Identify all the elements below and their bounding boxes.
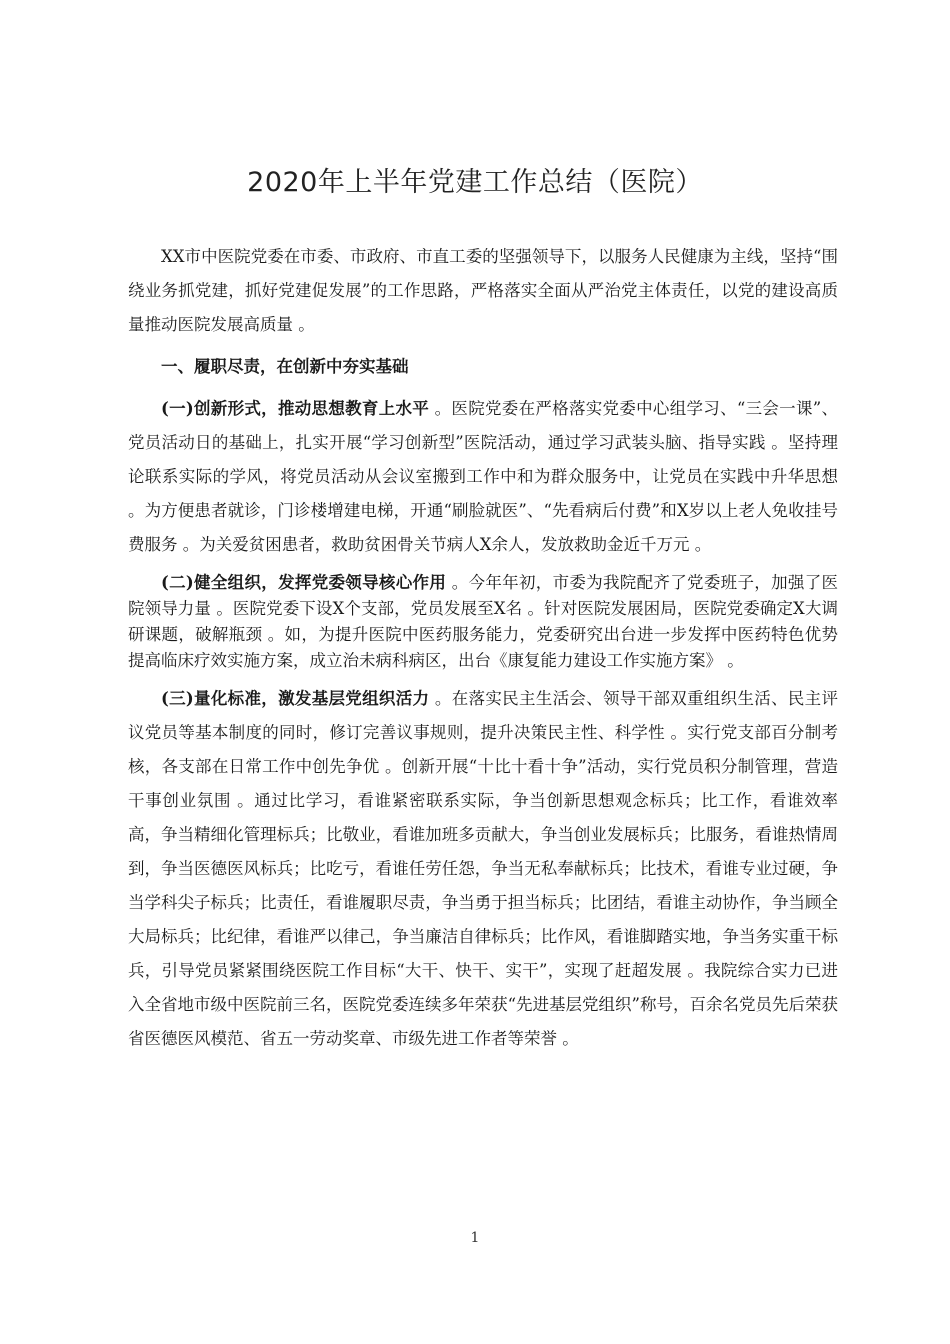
document-body bbox=[128, 240, 838, 1064]
section-heading: 一、履职尽责，在创新中夯实基础 bbox=[161, 357, 409, 376]
item2-lead: (二)健全组织，发挥党委领导核心作用 bbox=[161, 573, 447, 592]
intro-paragraph: XX市中医院党委在市委、市政府、市直工委的坚强领导下，以服务人民健康为主线，坚持“围绕业务抓党建，抓好党建促发展”的工作思路，严格落实全面从严治党主体责任，以党的建设高质量推动医院发展高质量 。 bbox=[128, 247, 838, 334]
item3-text: 。在落实民主生活会、领导干部双重组织生活、民主评议党员等基本制度的同时，修订完善议事规则，提升决策民主性、科学性 。实行党支部百分制考核，各支部在日常工作中创先争优 。创新开展“十比十看十争”活动，实行党员积分制管理，营造干事创业氛围 。通过比学习，看谁紧密联系实际，争当创新思想观念标兵；比工作，看谁效率高，争当精细化管理标兵；比敬业，看谁加班多贡献大，争当创业发展标兵；比服务，看谁热情周到，争当医德医风标兵；比吃亏，看谁任劳任怨，争当无私奉献标兵；比技术，看谁专业过硬，争当学科尖子标兵；比责任，看谁履职尽责，争当勇于担当标兵；比团结，看谁主动协作，争当顾全大局标兵；比纪律，看谁严以律己，争当廉洁自律标兵；比作风，看谁脚踏实地，争当务实重干标兵，引导党员紧紧围绕医院工作目标“大干、快干、实干”，实现了赶超发展 。我院综合实力已进入全省地市级中医院前三名，医院党委连续多年荣获“先进基层党组织”称号，百余名党员先后荣获省医德医风模范、省五一劳动奖章、市级先进工作者等荣誉 。 bbox=[128, 689, 838, 1048]
item1-text: 。医院党委在严格落实党委中心组学习、“三会一课”、党员活动日的基础上，扎实开展“学习创新型”医院活动，通过学习武装头脑、指导实践 。坚持理论联系实际的学风，将党员活动从会议室搬到工作中和为群众服务中，让党员在实践中升华思想 。为方便患者就诊，门诊楼增建电梯，开通“刷脸就医”、“先看病后付费”和X岁以上老人免收挂号费服务 。为关爱贫困患者，救助贫困骨关节病人X余人，发放救助金近千万元 。 bbox=[128, 399, 838, 554]
item1-lead: (一)创新形式，推动思想教育上水平 bbox=[161, 399, 430, 418]
page-number: 1 bbox=[470, 1230, 480, 1246]
document-title: 2020年上半年党建工作总结（医院） bbox=[247, 167, 703, 198]
item1-paragraph bbox=[128, 392, 838, 562]
item3-paragraph bbox=[128, 682, 838, 1056]
item2-text: 。今年年初，市委为我院配齐了党委班子，加强了医院领导力量 。医院党委下设X个支部，党员发展至X名 。针对医院发展困局，医院党委确定X大调研课题，破解瓶颈 。如，为提升医院中医药服务能力，党委研究出台进一步发挥中医药特色优势提高临床疗效实施方案，成立治未病科病区，出台《康复能力建设工作实施方案》 。 bbox=[128, 573, 838, 670]
item3-lead: (三)量化标准，激发基层党组织活力 bbox=[161, 689, 430, 708]
item2-paragraph bbox=[128, 570, 838, 674]
